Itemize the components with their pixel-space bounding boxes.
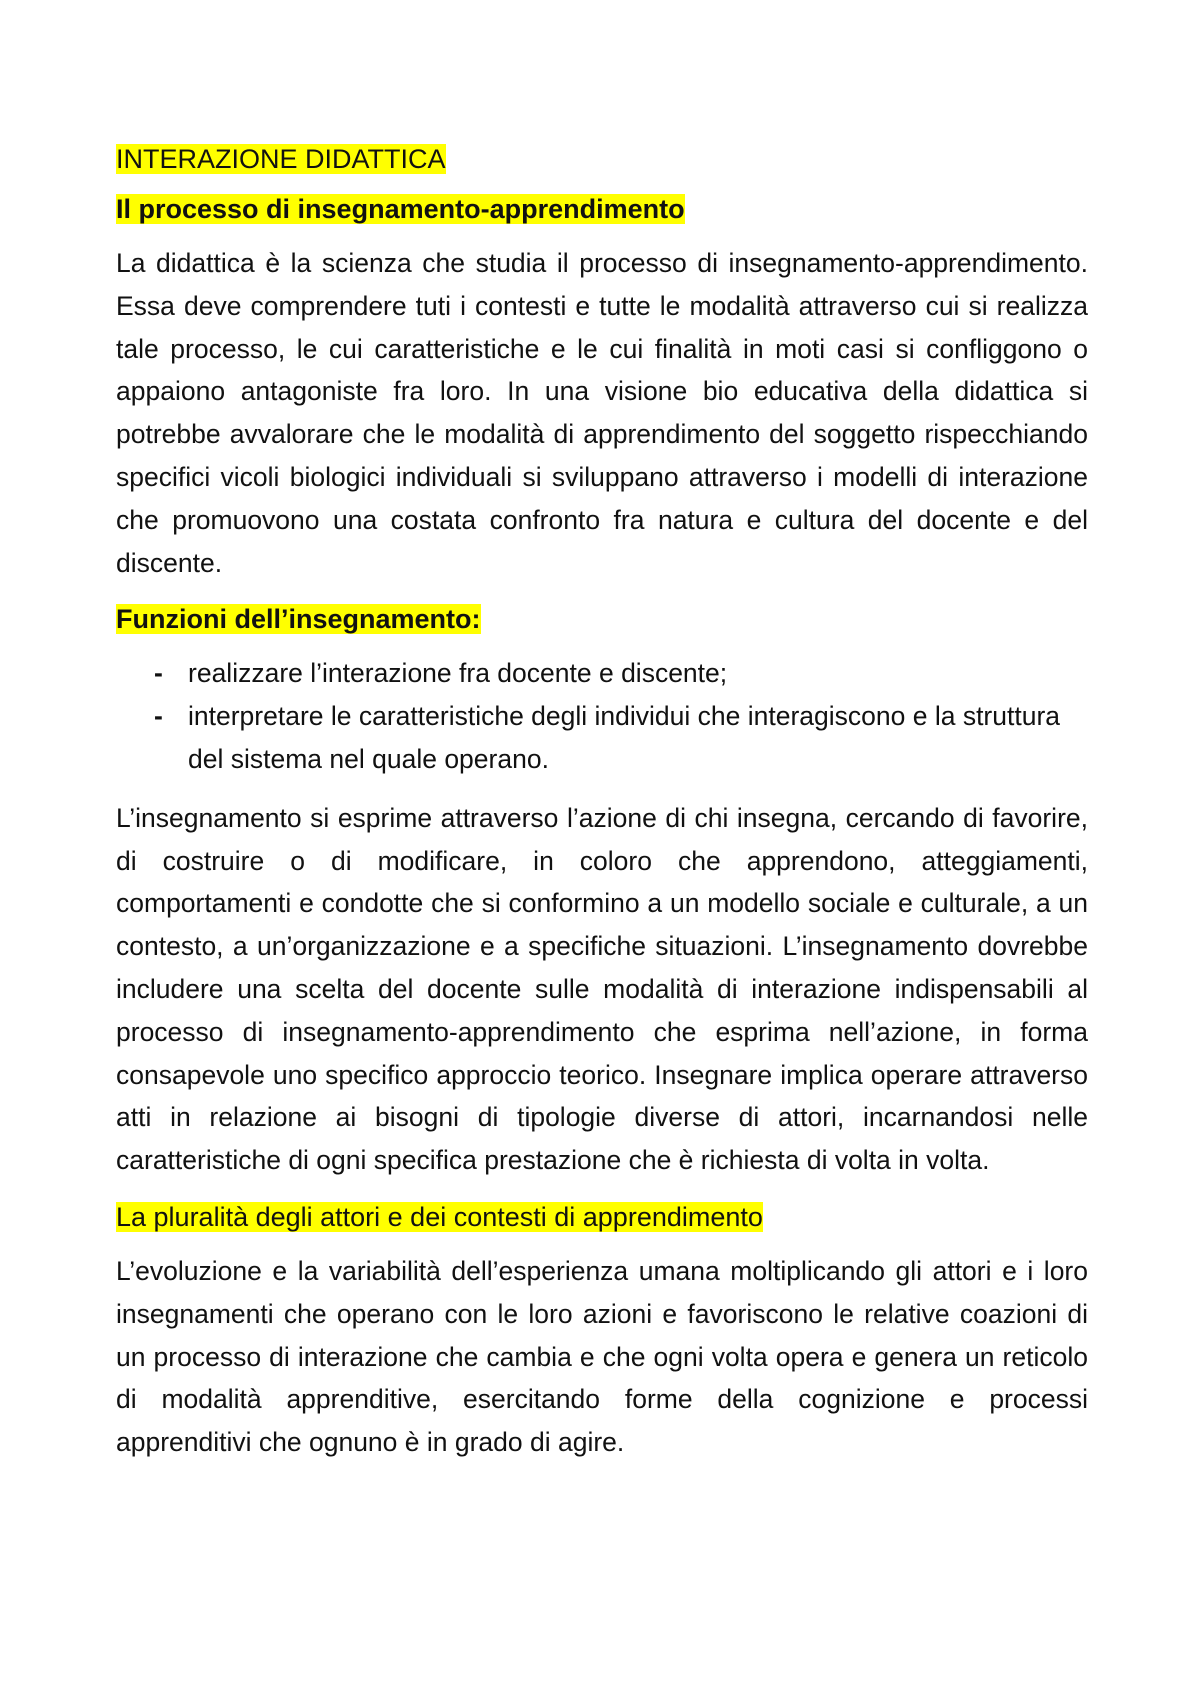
document-title: INTERAZIONE DIDATTICA [116,144,446,174]
list-item [116,695,1088,781]
list-item [116,652,1088,695]
section3-paragraph: L’evoluzione e la variabilità dell’esperienza umana moltiplicando gli attori e i loro insegnamenti che operano con le loro azioni e favoriscono le relative coazioni di un processo di interazione che cambia e che ogni volta opera e genera un reticolo di modalità apprenditive, esercitando forme della cognizione e processi apprenditivi che ognuno è in grado di agire. [116,1255,1088,1458]
bullet-marker: - [154,658,163,689]
section2-paragraph: L’insegnamento si esprime attraverso l’azione di chi insegna, cercando di favorire, di costruire o di modificare, in coloro che apprendono, atteggiamenti, comportamenti e condotte che si conformino a un modello sociale e culturale, a un contesto, a un’organizzazione e a specifiche situazioni. L’insegnamento dovrebbe includere una scelta del docente sulle modalità di interazione indispensabili al processo di insegnamento-apprendimento che esprima nell’azione, in forma consapevole uno specifico approccio teorico. Insegnare implica operare attraverso atti in relazione ai bisogni di tipologie diverse di attori, incarnandosi nelle caratteristiche di ogni specifica prestazione che è richiesta di volta in volta. [116,802,1088,1176]
section3-heading-wrap [116,1198,1088,1236]
functions-list [116,652,1088,780]
list-item-text: realizzare l’interazione fra docente e discente; [188,658,728,689]
list-item-text: interpretare le caratteristiche degli individui che interagiscono e la struttura del sistema nel quale operano. [188,701,1061,774]
bullet-marker: - [154,701,163,732]
section3-heading: La pluralità degli attori e dei contesti di apprendimento [116,1201,763,1232]
document-title-wrap [116,140,1088,178]
section1-paragraph: La didattica è la scienza che studia il processo di insegnamento-apprendimento. Essa deve comprendere tuti i contesti e tutte le modalità attraverso cui si realizza tale processo, le cui caratteristiche e le cui finalità in moti casi si confliggono o appaiono antagoniste fra loro. In una visione bio educativa della didattica si potrebbe avvalorare che le modalità di apprendimento del soggetto rispecchiando specifici vicoli biologici individuali si sviluppano attraverso i modelli di interazione che promuovono una costata confronto fra natura e cultura del docente e del discente. [116,248,1088,578]
section1-heading: Il processo di insegnamento-apprendimento [116,194,685,224]
document-page [116,140,1088,1480]
section2-heading-wrap [116,600,1088,638]
section2-heading: Funzioni dell’insegnamento: [116,604,481,635]
section1-heading-wrap [116,190,1088,228]
